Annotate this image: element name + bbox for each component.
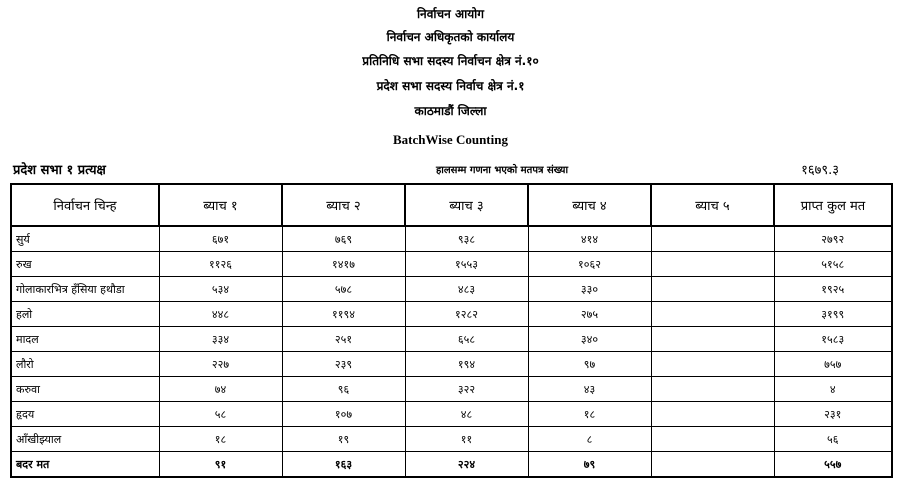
column-header-batch-2: ब्याच २ [282,184,405,226]
batch-5-cell [651,427,774,452]
symbol-cell: रुख [11,252,159,277]
batch-1-cell: ४४८ [159,302,282,327]
batch-2-cell: ५७८ [282,277,405,302]
batch-4-cell: ९७ [528,352,651,377]
batch-1-cell: ५८ [159,402,282,427]
batch-1-cell: १८ [159,427,282,452]
batch-4-cell: ३४० [528,327,651,352]
batch-3-cell: ४८३ [405,277,528,302]
symbol-cell: हलो [11,302,159,327]
batch-5-cell [651,352,774,377]
summary-bar [0,160,901,178]
symbol-cell: मादल [11,327,159,352]
batch-2-cell: १९ [282,427,405,452]
table-row [11,377,892,402]
batch-1-cell: ३३४ [159,327,282,352]
batch-4-cell: १८ [528,402,651,427]
batch-1-cell: ११२६ [159,252,282,277]
results-table [10,183,893,478]
batch-2-cell: २३९ [282,352,405,377]
batch-2-cell: ११९४ [282,302,405,327]
total-votes-cell: २३१ [774,402,892,427]
heading-election-commission: निर्वाचन आयोग [416,7,485,21]
batch-5-cell [651,327,774,352]
heading-provincial-constituency: प्रदेश सभा सदस्य निर्वाच क्षेत्र नं.१ [376,79,525,93]
batch-2-cell: १४१७ [282,252,405,277]
batch-1-cell: ५३४ [159,277,282,302]
total-votes-cell: १५८३ [774,327,892,352]
total-votes-cell: १९२५ [774,277,892,302]
total-votes-cell: ४ [774,377,892,402]
batch-3-cell: १२८२ [405,302,528,327]
table-row [11,352,892,377]
batch-3-cell: ९३८ [405,226,528,252]
batch-3-cell: १५५३ [405,252,528,277]
ballots-counted-label: हालसम्म गणना भएको मतपत्र संख्या [436,165,569,176]
batch-4-cell: १०६२ [528,252,651,277]
total-votes-cell: ५६ [774,427,892,452]
symbol-cell: बदर मत [11,452,159,478]
batch-2-cell: १०७ [282,402,405,427]
batch-4-cell: २७५ [528,302,651,327]
heading-district: काठमाडौं जिल्ला [414,104,487,118]
symbol-cell: आँखीझ्याल [11,427,159,452]
batch-2-cell: २५१ [282,327,405,352]
batch-2-cell: ७६९ [282,226,405,252]
batch-4-cell: ४१४ [528,226,651,252]
batch-1-cell: ७४ [159,377,282,402]
column-header-batch-1: ब्याच १ [159,184,282,226]
batch-5-cell [651,252,774,277]
total-votes-cell: २७९२ [774,226,892,252]
heading-hor-constituency: प्रतिनिधि सभा सदस्य निर्वाचन क्षेत्र नं.१० [362,54,539,68]
symbol-cell: हृदय [11,402,159,427]
total-votes-cell: ७५७ [774,352,892,377]
batch-3-cell: ११ [405,427,528,452]
heading-election-office: निर्वाचन अधिकृतको कार्यालय [386,30,515,44]
batch-5-cell [651,277,774,302]
column-header-batch-3: ब्याच ३ [405,184,528,226]
invalid-votes-row [11,452,892,478]
symbol-cell: लौरो [11,352,159,377]
batch-5-cell [651,377,774,402]
table-row [11,427,892,452]
table-row [11,402,892,427]
batch-2-cell: ९६ [282,377,405,402]
symbol-cell: सुर्य [11,226,159,252]
column-header-symbol: निर्वाचन चिन्ह [11,184,159,226]
batch-1-cell: ६७१ [159,226,282,252]
total-votes-cell: ५५७ [774,452,892,478]
batch-2-cell: १६३ [282,452,405,478]
symbol-cell: गोलाकारभित्र हँसिया हथौडा [11,277,159,302]
batch-5-cell [651,226,774,252]
batch-4-cell: ८ [528,427,651,452]
ballots-counted-value: १६७९.३ [801,163,839,178]
symbol-cell: करुवा [11,377,159,402]
table-header-row [11,184,892,226]
heading-batchwise-counting: BatchWise Counting [393,132,508,147]
batch-5-cell [651,452,774,478]
table-row [11,252,892,277]
batch-4-cell: ३३० [528,277,651,302]
table-row [11,327,892,352]
batch-3-cell: ६५८ [405,327,528,352]
batch-4-cell: ४३ [528,377,651,402]
total-votes-cell: ३१९९ [774,302,892,327]
table-row [11,226,892,252]
batch-5-cell [651,402,774,427]
batch-3-cell: ३२२ [405,377,528,402]
batch-1-cell: ९१ [159,452,282,478]
batch-5-cell [651,302,774,327]
table-row [11,302,892,327]
column-header-batch-5: ब्याच ५ [651,184,774,226]
table-row [11,277,892,302]
election-type-label: प्रदेश सभा १ प्रत्यक्ष [13,163,106,178]
column-header-total-votes: प्राप्त कुल मत [774,184,892,226]
batch-4-cell: ७९ [528,452,651,478]
column-header-batch-4: ब्याच ४ [528,184,651,226]
total-votes-cell: ५१५८ [774,252,892,277]
batch-3-cell: १९४ [405,352,528,377]
batch-1-cell: २२७ [159,352,282,377]
batch-3-cell: ४८ [405,402,528,427]
batch-3-cell: २२४ [405,452,528,478]
